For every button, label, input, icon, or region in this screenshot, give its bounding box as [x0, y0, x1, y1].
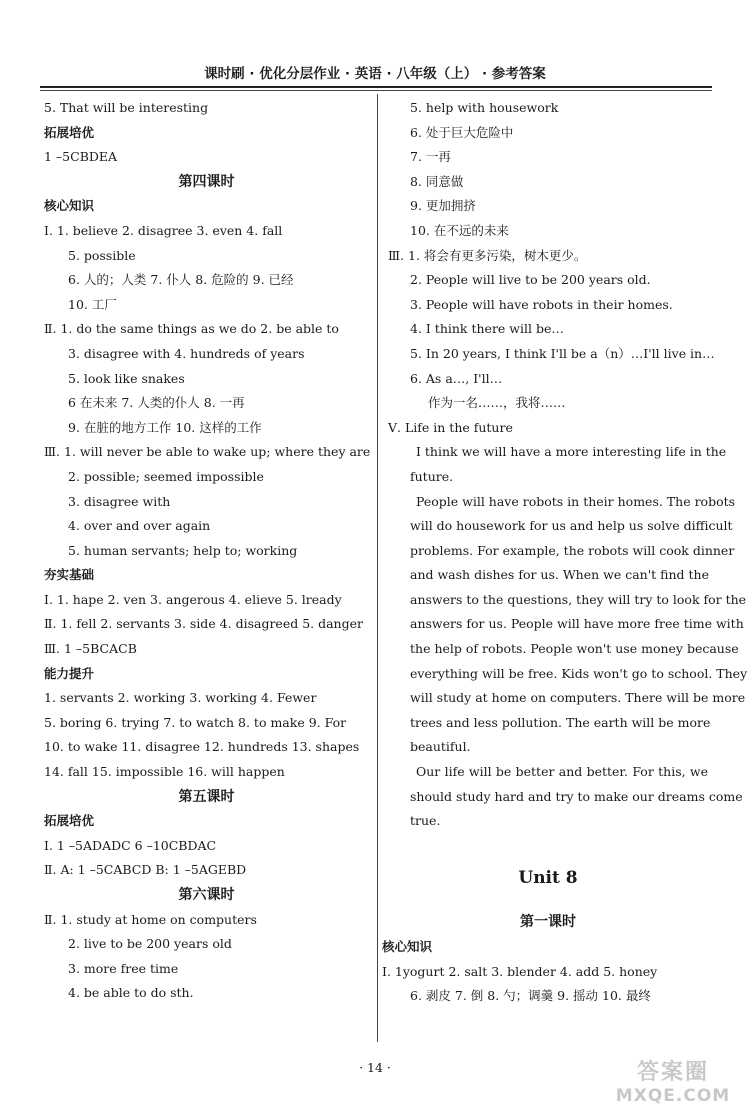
answer-line: 5. possible	[68, 247, 136, 263]
answer-line: 14. fall 15. impossible 16. will happen	[44, 764, 285, 780]
column-divider	[377, 94, 378, 1042]
answer-line: 6. 人的；人类 7. 仆人 8. 危险的 9. 已经	[68, 272, 294, 288]
lesson-title: 第六课时	[178, 887, 235, 903]
lesson-title: 第四课时	[178, 173, 235, 190]
answer-line: 4. be able to do sth.	[68, 985, 194, 1001]
answer-line: 1. servants 2. working 3. working 4. Fewer	[44, 690, 317, 706]
essay-line: and wash dishes for us. When we can't find the	[410, 567, 709, 583]
answer-line: 10. to wake 11. disagree 12. hundreds 13. shapes	[44, 739, 360, 755]
answer-line: 7. 一再	[410, 149, 451, 165]
answer-line: 2. possible; seemed impossible	[68, 468, 264, 484]
watermark-url: MXQE.COM	[615, 1086, 731, 1106]
section-heading: 拓展培优	[44, 813, 95, 829]
answer-line: Ⅰ. 1. believe 2. disagree 3. even 4. fall	[44, 222, 283, 238]
answer-line: 5. boring 6. trying 7. to watch 8. to make 9. For	[44, 714, 347, 730]
section-heading: 核心知识	[382, 939, 433, 954]
section-heading: 核心知识	[44, 198, 95, 214]
answer-line: 5. That will be interesting	[44, 100, 209, 115]
essay-line: answers for us. People will have more free time with	[410, 616, 744, 632]
essay-line: the help of robots. People won't use money because	[410, 641, 739, 657]
answer-line: 10. 在不远的未来	[410, 222, 509, 238]
answer-line: Ⅰ. 1 –5ADADC 6 –10CBDAC	[44, 837, 217, 853]
answer-line: 5. help with housework	[410, 100, 559, 115]
left-column	[44, 96, 369, 1006]
answer-line: 3. People will have robots in their homes.	[410, 296, 673, 312]
essay-line: trees and less pollution. The earth will be more	[410, 714, 711, 730]
essay-line: answers to the questions, they will try to look for the	[410, 591, 747, 607]
answer-line: Ⅲ. 1 –5BCACB	[44, 641, 137, 657]
essay-line: everything will be free. Kids won't go to school. They	[410, 665, 748, 681]
answer-line: 8. 同意做	[410, 173, 464, 189]
answer-line: 3. disagree with 4. hundreds of years	[68, 345, 305, 361]
answer-line: 6. 剥皮 7. 倒 8. 勺；调羹 9. 摇动 10. 最终	[410, 988, 651, 1004]
answer-line: 4. I think there will be…	[410, 321, 564, 337]
answer-line: Ⅱ. 1. fell 2. servants 3. side 4. disagreed 5. danger	[44, 616, 363, 632]
essay-line: should study hard and try to make our dreams come	[410, 788, 743, 804]
spacer	[388, 834, 708, 866]
essay-line: will do housework for us and help us solve difficult	[410, 518, 733, 534]
lesson-title: 第五课时	[178, 788, 235, 805]
answer-line: Ⅲ. 1. 将会有更多污染，树木更少。	[388, 247, 587, 263]
section-heading: 夯实基础	[44, 567, 95, 583]
answer-line: 3. disagree with	[68, 493, 171, 509]
header-rule-thin	[40, 90, 712, 91]
essay-line: future.	[410, 468, 454, 484]
answer-line: Ⅱ. 1. do the same things as we do 2. be able to	[44, 321, 339, 337]
essay-line: will study at home on computers. There will be more	[410, 690, 746, 706]
answer-line: 9. 更加拥挤	[410, 198, 476, 214]
answer-line: 4. over and over again	[68, 518, 211, 534]
answer-line: 6 在未来 7. 人类的仆人 8. 一再	[68, 395, 245, 411]
essay-line: People will have robots in their homes. The robots	[416, 493, 736, 509]
answer-line: 6. 处于巨大危险中	[410, 124, 514, 140]
spacer	[388, 890, 708, 910]
unit-title: Unit 8	[518, 867, 578, 888]
answer-line: 1 –5CBDEA	[44, 149, 118, 165]
answer-line: 5. look like snakes	[68, 370, 185, 386]
section-heading: 能力提升	[44, 665, 95, 681]
right-column	[382, 96, 748, 1009]
page-number: · 14 ·	[359, 1060, 391, 1075]
answer-line: Ⅲ. 1. will never be able to wake up; where they are	[44, 444, 371, 460]
section-heading: 拓展培优	[44, 124, 95, 140]
essay-line: problems. For example, the robots will cook dinner	[410, 542, 735, 558]
essay-line: beautiful.	[410, 739, 471, 755]
answer-line: 5. In 20 years, I think I'll be a（n）…I'll live in…	[410, 345, 715, 361]
site-watermark-logo	[598, 1060, 748, 1112]
answer-line: 3. more free time	[68, 960, 179, 976]
essay-line: true.	[410, 813, 441, 829]
watermark-text: 答案圈	[636, 1060, 709, 1085]
answer-line: Ⅱ. A: 1 –5CABCD B: 1 –5AGEBD	[44, 862, 247, 878]
header-rule-thick	[40, 86, 712, 88]
answer-line: 作为一名……，我将……	[428, 395, 566, 411]
answer-line: 10. 工厂	[68, 296, 117, 312]
answer-line: 2. live to be 200 years old	[68, 936, 232, 952]
essay-line: Our life will be better and better. For this, we	[416, 764, 708, 780]
answer-line: 6. As a…, I'll…	[410, 370, 503, 386]
lesson-title: 第一课时	[520, 914, 576, 931]
essay-line: I think we will have a more interesting life in the	[416, 444, 727, 460]
answer-line: 9. 在脏的地方工作 10. 这样的工作	[68, 419, 262, 435]
answer-line: 5. human servants; help to; working	[68, 542, 298, 558]
answer-line: Ⅱ. 1. study at home on computers	[44, 911, 257, 927]
answer-line: Ⅰ. 1. hape 2. ven 3. angerous 4. elieve 5. lready	[44, 591, 342, 607]
page-header: 课时刷 · 优化分层作业 · 英语 · 八年级（上） · 参考答案	[204, 66, 546, 82]
essay-title: Ⅴ. Life in the future	[388, 419, 513, 435]
answer-line: 2. People will live to be 200 years old.	[410, 272, 651, 288]
answer-line: Ⅰ. 1yogurt 2. salt 3. blender 4. add 5. honey	[382, 963, 658, 979]
